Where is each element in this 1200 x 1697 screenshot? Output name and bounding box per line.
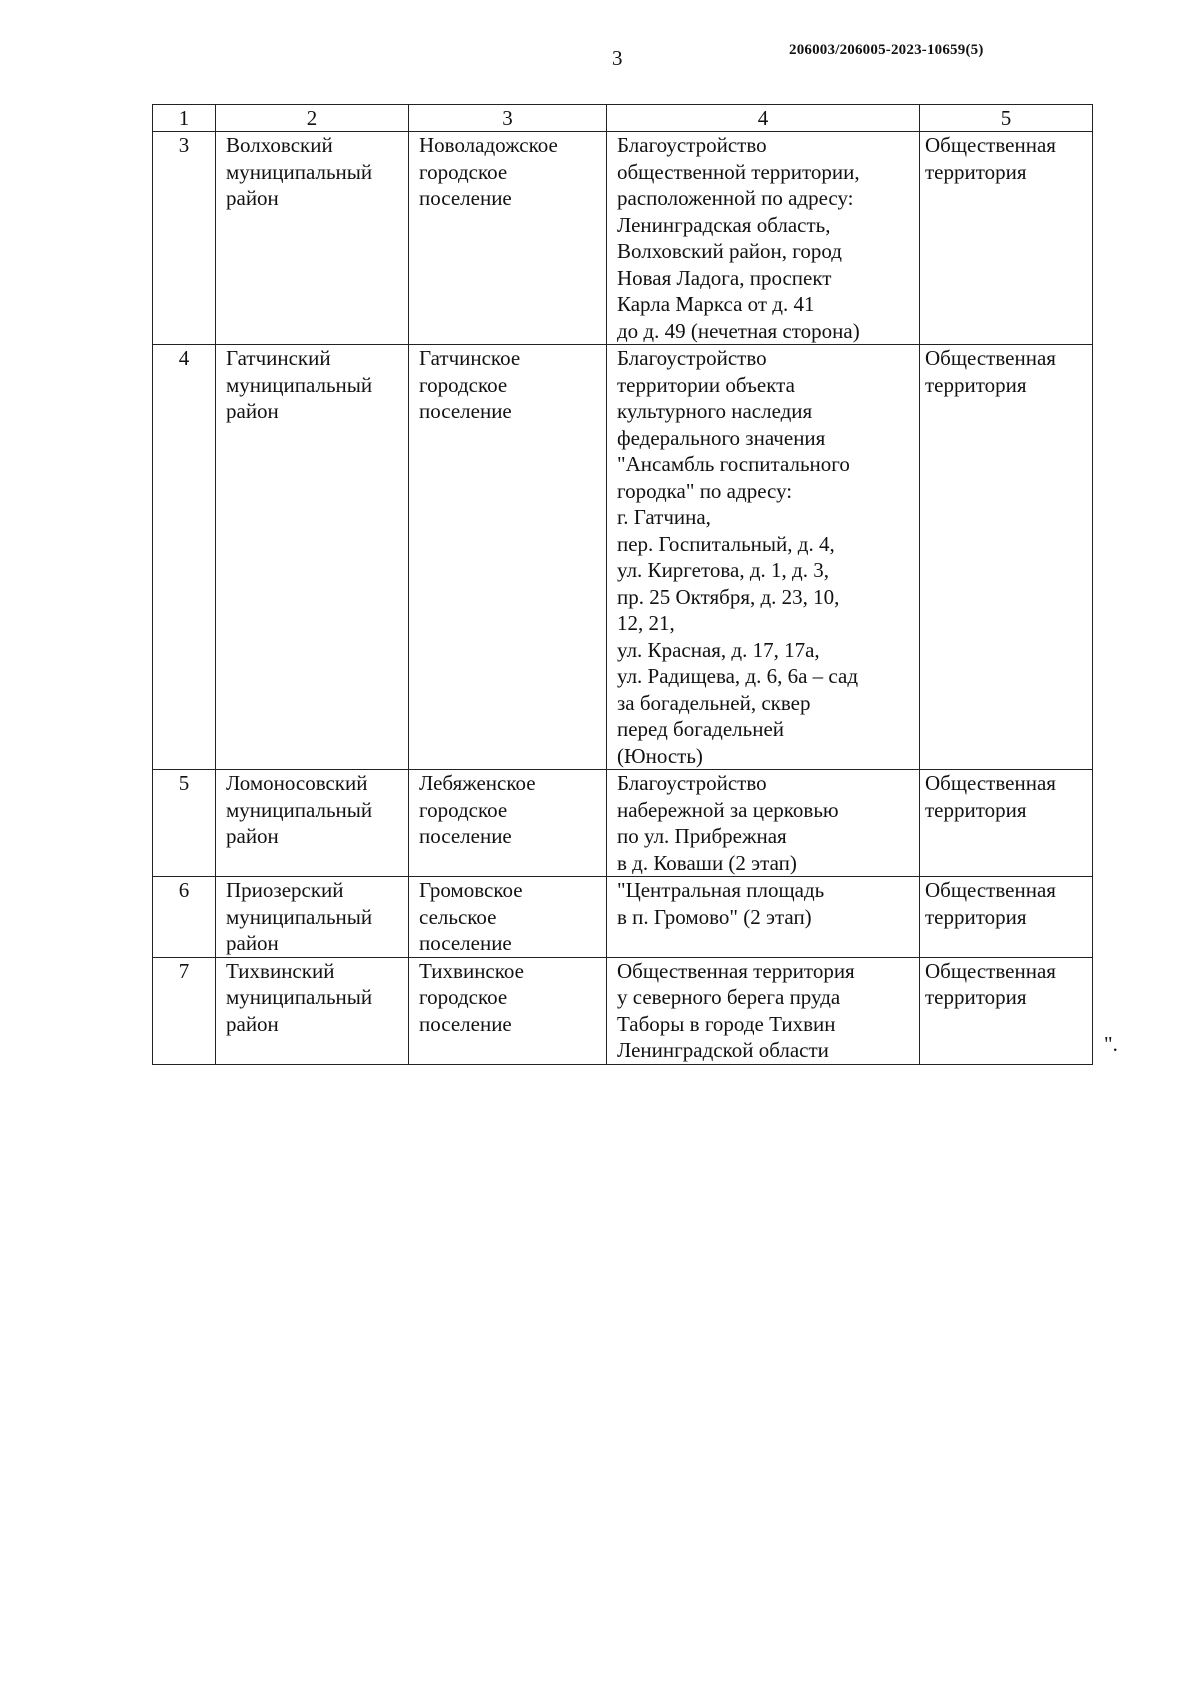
cell-text-line: поселение [419,1011,512,1036]
closing-quote-mark: ". [1104,1032,1118,1056]
cell-text-line: территория [925,797,1027,822]
cell-text-line: муниципальный [226,985,373,1009]
cell-text-line: Гатчинский [226,346,331,370]
territory-type-cell [920,957,1093,1064]
cell-text-line: Приозерский [226,878,344,902]
document-id: 206003/206005-2023-10659(5) [789,42,984,58]
cell-text-line: пр. 25 Октября, д. 23, 10, [617,584,840,609]
cell-text-line: по ул. Прибрежная [617,824,787,848]
cell-text-line: федерального значения [617,425,826,450]
cell-text-line: Таборы в городе Тихвин [617,1011,836,1036]
row-number-cell: 6 [153,877,216,958]
cell-text-line: городка" по адресу: [617,478,793,503]
cell-text-line: Общественная [925,958,1056,983]
cell-text-line: Ломоносовский [226,771,368,795]
cell-text-line: Волховский [226,133,333,157]
cell-text-line: район [226,824,279,848]
cell-text-line: 12, 21, [617,611,675,635]
cell-text-line: расположенной по адресу: [617,186,854,210]
cell-text-line: в п. Громово" (2 этап) [617,904,812,929]
settlement-cell [409,877,607,958]
cell-text-line: ул. Радищева, д. 6, 6а – сад [617,664,859,688]
cell-text-line: (Юность) [617,743,703,768]
district-cell [216,877,409,958]
description-cell [607,345,920,770]
page-number: 3 [612,46,623,70]
cell-text-line: ул. Красная, д. 17, 17а, [617,637,820,662]
district-cell [216,132,409,345]
cell-text-line: за богадельней, сквер [617,690,811,715]
cell-text-line: Лебяженское [419,771,536,795]
table-row [153,770,1093,877]
cell-text-line: муниципальный [226,372,373,397]
cell-text-line: "Центральная площадь [617,878,825,902]
cell-text-line: район [226,186,279,210]
cell-text-line: Новая Ладога, проспект [617,265,832,290]
settlement-cell [409,770,607,877]
cell-text-line: у северного берега пруда [617,985,841,1009]
cell-text-line: культурного наследия [617,399,813,423]
column-header: 2 [216,105,409,132]
table-row [153,877,1093,958]
cell-text-line: Благоустройство [617,346,767,370]
description-cell [607,877,920,958]
territory-type-cell [920,345,1093,770]
cell-text-line: Общественная [925,133,1056,157]
cell-text-line: Громовское [419,878,523,902]
cell-text-line: Благоустройство [617,133,767,157]
cell-text-line: территория [925,372,1027,397]
table-body [153,132,1093,1065]
cell-text-line: Ленинградская область, [617,212,831,237]
cell-text-line: Общественная [925,346,1056,370]
cell-text-line: муниципальный [226,904,373,929]
description-cell [607,770,920,877]
cell-text-line: городское [419,159,508,184]
row-number-cell: 4 [153,345,216,770]
territory-type-cell [920,770,1093,877]
cell-text-line: Тихвинское [419,958,524,983]
settlement-cell [409,132,607,345]
cell-text-line: сельское [419,904,497,929]
cell-text-line: "Ансамбль госпитального [617,452,850,476]
cell-text-line: городское [419,372,508,397]
cell-text-line: набережной за церковью [617,797,839,822]
cell-text-line: район [226,931,279,955]
description-cell [607,957,920,1064]
cell-text-line: до д. 49 (нечетная сторона) [617,318,860,343]
cell-text-line: территория [925,985,1027,1009]
table-header-row [153,105,1093,132]
cell-text-line: пер. Госпитальный, д. 4, [617,531,835,556]
cell-text-line: г. Гатчина, [617,505,711,529]
cell-text-line: территории объекта [617,372,795,397]
cell-text-line: Тихвинский [226,958,335,983]
cell-text-line: ул. Киргетова, д. 1, д. 3, [617,558,829,582]
cell-text-line: Ленинградской области [617,1038,829,1062]
territory-type-cell [920,877,1093,958]
cell-text-line: Новоладожское [419,133,558,157]
cell-text-line: район [226,399,279,423]
district-cell [216,345,409,770]
cell-text-line: Общественная [925,771,1056,795]
cell-text-line: Благоустройство [617,771,767,795]
settlement-cell [409,957,607,1064]
row-number-cell: 3 [153,132,216,345]
column-header: 5 [920,105,1093,132]
cell-text-line: городское [419,985,508,1009]
column-header: 1 [153,105,216,132]
cell-text-line: поселение [419,186,512,210]
cell-text-line: территория [925,159,1027,184]
cell-text-line: Гатчинское [419,346,521,370]
column-header: 3 [409,105,607,132]
table-row [153,345,1093,770]
cell-text-line: район [226,1011,279,1036]
cell-text-line: перед богадельней [617,717,785,741]
cell-text-line: поселение [419,399,512,423]
cell-text-line: территория [925,904,1027,929]
territories-table [152,104,1093,1065]
cell-text-line: поселение [419,824,512,848]
settlement-cell [409,345,607,770]
district-cell [216,770,409,877]
cell-text-line: муниципальный [226,797,373,822]
cell-text-line: поселение [419,931,512,955]
cell-text-line: Волховский район, город [617,239,842,263]
row-number-cell: 5 [153,770,216,877]
description-cell [607,132,920,345]
column-header: 4 [607,105,920,132]
cell-text-line: Общественная [925,878,1056,902]
cell-text-line: Общественная территория [617,958,855,983]
cell-text-line: в д. Коваши (2 этап) [617,850,797,875]
table-row [153,957,1093,1064]
table-row [153,132,1093,345]
cell-text-line: городское [419,797,508,822]
row-number-cell: 7 [153,957,216,1064]
district-cell [216,957,409,1064]
cell-text-line: общественной территории, [617,159,860,184]
cell-text-line: муниципальный [226,159,373,184]
cell-text-line: Карла Маркса от д. 41 [617,292,815,316]
territory-type-cell [920,132,1093,345]
